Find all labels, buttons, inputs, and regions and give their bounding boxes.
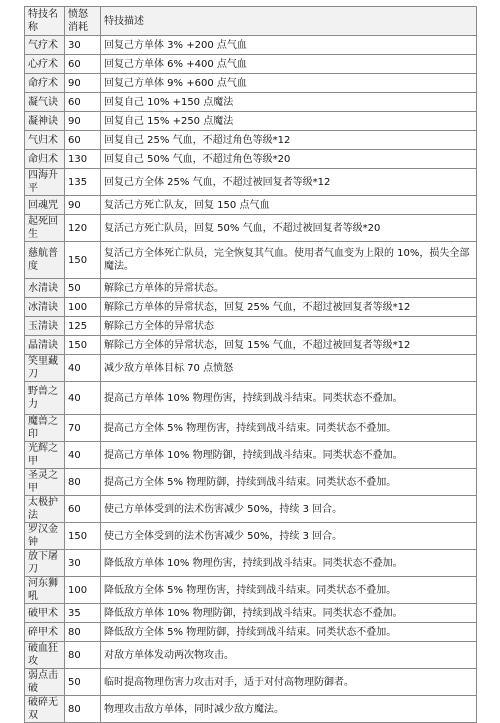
description-cell: 复活己方死亡队友，回复 150 点气血 <box>101 196 477 215</box>
skill-name-cell: 弱点击破 <box>25 669 65 696</box>
description-cell: 提高己方全体 5% 物理防御，持续到战斗结束。同类状态不叠加。 <box>101 469 477 496</box>
skill-name-cell: 四海升平 <box>25 169 65 196</box>
skill-name-cell: 起死回生 <box>25 215 65 242</box>
header-cost: 愤怒消耗 <box>65 7 101 36</box>
skill-name-cell: 晶清诀 <box>25 336 65 355</box>
table-row <box>25 131 477 150</box>
cost-cell: 80 <box>65 623 101 642</box>
table-row <box>25 382 477 415</box>
skill-name-cell: 破血狂攻 <box>25 642 65 669</box>
table-header-row <box>25 7 477 36</box>
cost-cell: 30 <box>65 550 101 577</box>
cost-cell: 90 <box>65 74 101 93</box>
table-body <box>25 36 477 723</box>
table-row <box>25 623 477 642</box>
description-cell: 提高己方单体 10% 物理防御，持续到战斗结束。同类状态不叠加。 <box>101 442 477 469</box>
description-cell: 回复自己 50% 气血，不超过角色等级*20 <box>101 150 477 169</box>
skill-name-cell: 玉清诀 <box>25 317 65 336</box>
table-row <box>25 642 477 669</box>
skill-name-cell: 心疗术 <box>25 55 65 74</box>
skill-name-cell: 回魂咒 <box>25 196 65 215</box>
description-cell: 解除己方单体的异常状态，回复 25% 气血，不超过被回复者等级*12 <box>101 298 477 317</box>
table-row <box>25 355 477 382</box>
cost-cell: 100 <box>65 577 101 604</box>
skill-name-cell: 罗汉金钟 <box>25 523 65 550</box>
skill-name-cell: 气归术 <box>25 131 65 150</box>
skill-name-cell: 慈航普度 <box>25 242 65 279</box>
cost-cell: 100 <box>65 298 101 317</box>
table-row <box>25 604 477 623</box>
table-row <box>25 169 477 196</box>
cost-cell: 40 <box>65 355 101 382</box>
skill-name-cell: 冰清诀 <box>25 298 65 317</box>
skill-name-cell: 魔兽之印 <box>25 415 65 442</box>
skill-name-cell: 气疗术 <box>25 36 65 55</box>
table-row <box>25 696 477 723</box>
description-cell: 回复己方全体 25% 气血，不超过被回复者等级*12 <box>101 169 477 196</box>
description-cell: 回复自己 15% +250 点魔法 <box>101 112 477 131</box>
skill-name-cell: 命疗术 <box>25 74 65 93</box>
description-cell: 提高己方全体 5% 物理伤害，持续到战斗结束。同类状态不叠加。 <box>101 415 477 442</box>
table-row <box>25 336 477 355</box>
cost-cell: 125 <box>65 317 101 336</box>
table-row <box>25 74 477 93</box>
description-cell: 对敌方单体发动两次物攻击。 <box>101 642 477 669</box>
skill-name-cell: 笑里藏刀 <box>25 355 65 382</box>
skill-table <box>24 6 477 723</box>
table-row <box>25 442 477 469</box>
skill-name-cell: 光辉之甲 <box>25 442 65 469</box>
description-cell: 降低敌方单体 10% 物理伤害，持续到战斗结束。同类状态不叠加。 <box>101 550 477 577</box>
skill-name-cell: 命归术 <box>25 150 65 169</box>
table-row <box>25 317 477 336</box>
table-row <box>25 415 477 442</box>
description-cell: 解除己方单体的异常状态。 <box>101 279 477 298</box>
description-cell: 回复自己 10% +150 点魔法 <box>101 93 477 112</box>
cost-cell: 60 <box>65 496 101 523</box>
table-row <box>25 279 477 298</box>
skill-name-cell: 圣灵之甲 <box>25 469 65 496</box>
cost-cell: 70 <box>65 415 101 442</box>
description-cell: 降低敌方全体 5% 物理防御，持续到战斗结束。同类状态不叠加。 <box>101 623 477 642</box>
table-row <box>25 298 477 317</box>
skill-name-cell: 太极护法 <box>25 496 65 523</box>
table-row <box>25 469 477 496</box>
description-cell: 回复自己 25% 气血，不超过角色等级*12 <box>101 131 477 150</box>
table-row <box>25 215 477 242</box>
cost-cell: 80 <box>65 642 101 669</box>
description-cell: 解除己方全体的异常状态，回复 15% 气血，不超过被回复者等级*12 <box>101 336 477 355</box>
skill-name-cell: 水清诀 <box>25 279 65 298</box>
cost-cell: 60 <box>65 93 101 112</box>
table-row <box>25 550 477 577</box>
table-row <box>25 36 477 55</box>
skill-name-cell: 放下屠刀 <box>25 550 65 577</box>
description-cell: 回复己方单体 3% +200 点气血 <box>101 36 477 55</box>
cost-cell: 30 <box>65 36 101 55</box>
description-cell: 复活己方死亡队员，回复 50% 气血，不超过被回复者等级*20 <box>101 215 477 242</box>
header-name: 特技名称 <box>25 7 65 36</box>
description-cell: 使己方单体受到的法术伤害减少 50%，持续 3 回合。 <box>101 496 477 523</box>
cost-cell: 130 <box>65 150 101 169</box>
skill-name-cell: 野兽之力 <box>25 382 65 415</box>
description-cell: 降低敌方单体 10% 物理防御，持续到战斗结束。同类状态不叠加。 <box>101 604 477 623</box>
cost-cell: 60 <box>65 131 101 150</box>
skill-name-cell: 破碎无双 <box>25 696 65 723</box>
description-cell: 回复己方单体 6% +400 点气血 <box>101 55 477 74</box>
cost-cell: 80 <box>65 696 101 723</box>
skill-name-cell: 破甲术 <box>25 604 65 623</box>
cost-cell: 80 <box>65 469 101 496</box>
cost-cell: 150 <box>65 242 101 279</box>
cost-cell: 120 <box>65 215 101 242</box>
cost-cell: 150 <box>65 336 101 355</box>
skill-name-cell: 凝气诀 <box>25 93 65 112</box>
description-cell: 复活己方全体死亡队员，完全恢复其气血。使用者气血变为上限的 10%，损失全部魔法。 <box>101 242 477 279</box>
table-row <box>25 112 477 131</box>
description-cell: 物理攻击敌方单体，同时减少敌方魔法。 <box>101 696 477 723</box>
table-row <box>25 669 477 696</box>
table-row <box>25 496 477 523</box>
skill-name-cell: 河东狮吼 <box>25 577 65 604</box>
skill-name-cell: 凝神诀 <box>25 112 65 131</box>
header-desc: 特技描述 <box>101 7 477 36</box>
description-cell: 提高己方单体 10% 物理伤害，持续到战斗结束。同类状态不叠加。 <box>101 382 477 415</box>
description-cell: 使己方全体受到的法术伤害减少 50%，持续 3 回合。 <box>101 523 477 550</box>
table-row <box>25 93 477 112</box>
table-row <box>25 196 477 215</box>
cost-cell: 50 <box>65 669 101 696</box>
skill-name-cell: 碎甲术 <box>25 623 65 642</box>
table-row <box>25 55 477 74</box>
description-cell: 回复己方单体 9% +600 点气血 <box>101 74 477 93</box>
description-cell: 解除己方全体的异常状态 <box>101 317 477 336</box>
table-row <box>25 523 477 550</box>
cost-cell: 90 <box>65 112 101 131</box>
cost-cell: 40 <box>65 382 101 415</box>
cost-cell: 50 <box>65 279 101 298</box>
description-cell: 降低敌方全体 5% 物理伤害，持续到战斗结束。同类状态不叠加。 <box>101 577 477 604</box>
cost-cell: 150 <box>65 523 101 550</box>
table-row <box>25 242 477 279</box>
cost-cell: 35 <box>65 604 101 623</box>
cost-cell: 60 <box>65 55 101 74</box>
description-cell: 临时提高物理伤害力攻击对手，适于对付高物理防御者。 <box>101 669 477 696</box>
cost-cell: 90 <box>65 196 101 215</box>
table-row <box>25 150 477 169</box>
table-row <box>25 577 477 604</box>
description-cell: 减少敌方单体目标 70 点愤怒 <box>101 355 477 382</box>
cost-cell: 135 <box>65 169 101 196</box>
cost-cell: 40 <box>65 442 101 469</box>
